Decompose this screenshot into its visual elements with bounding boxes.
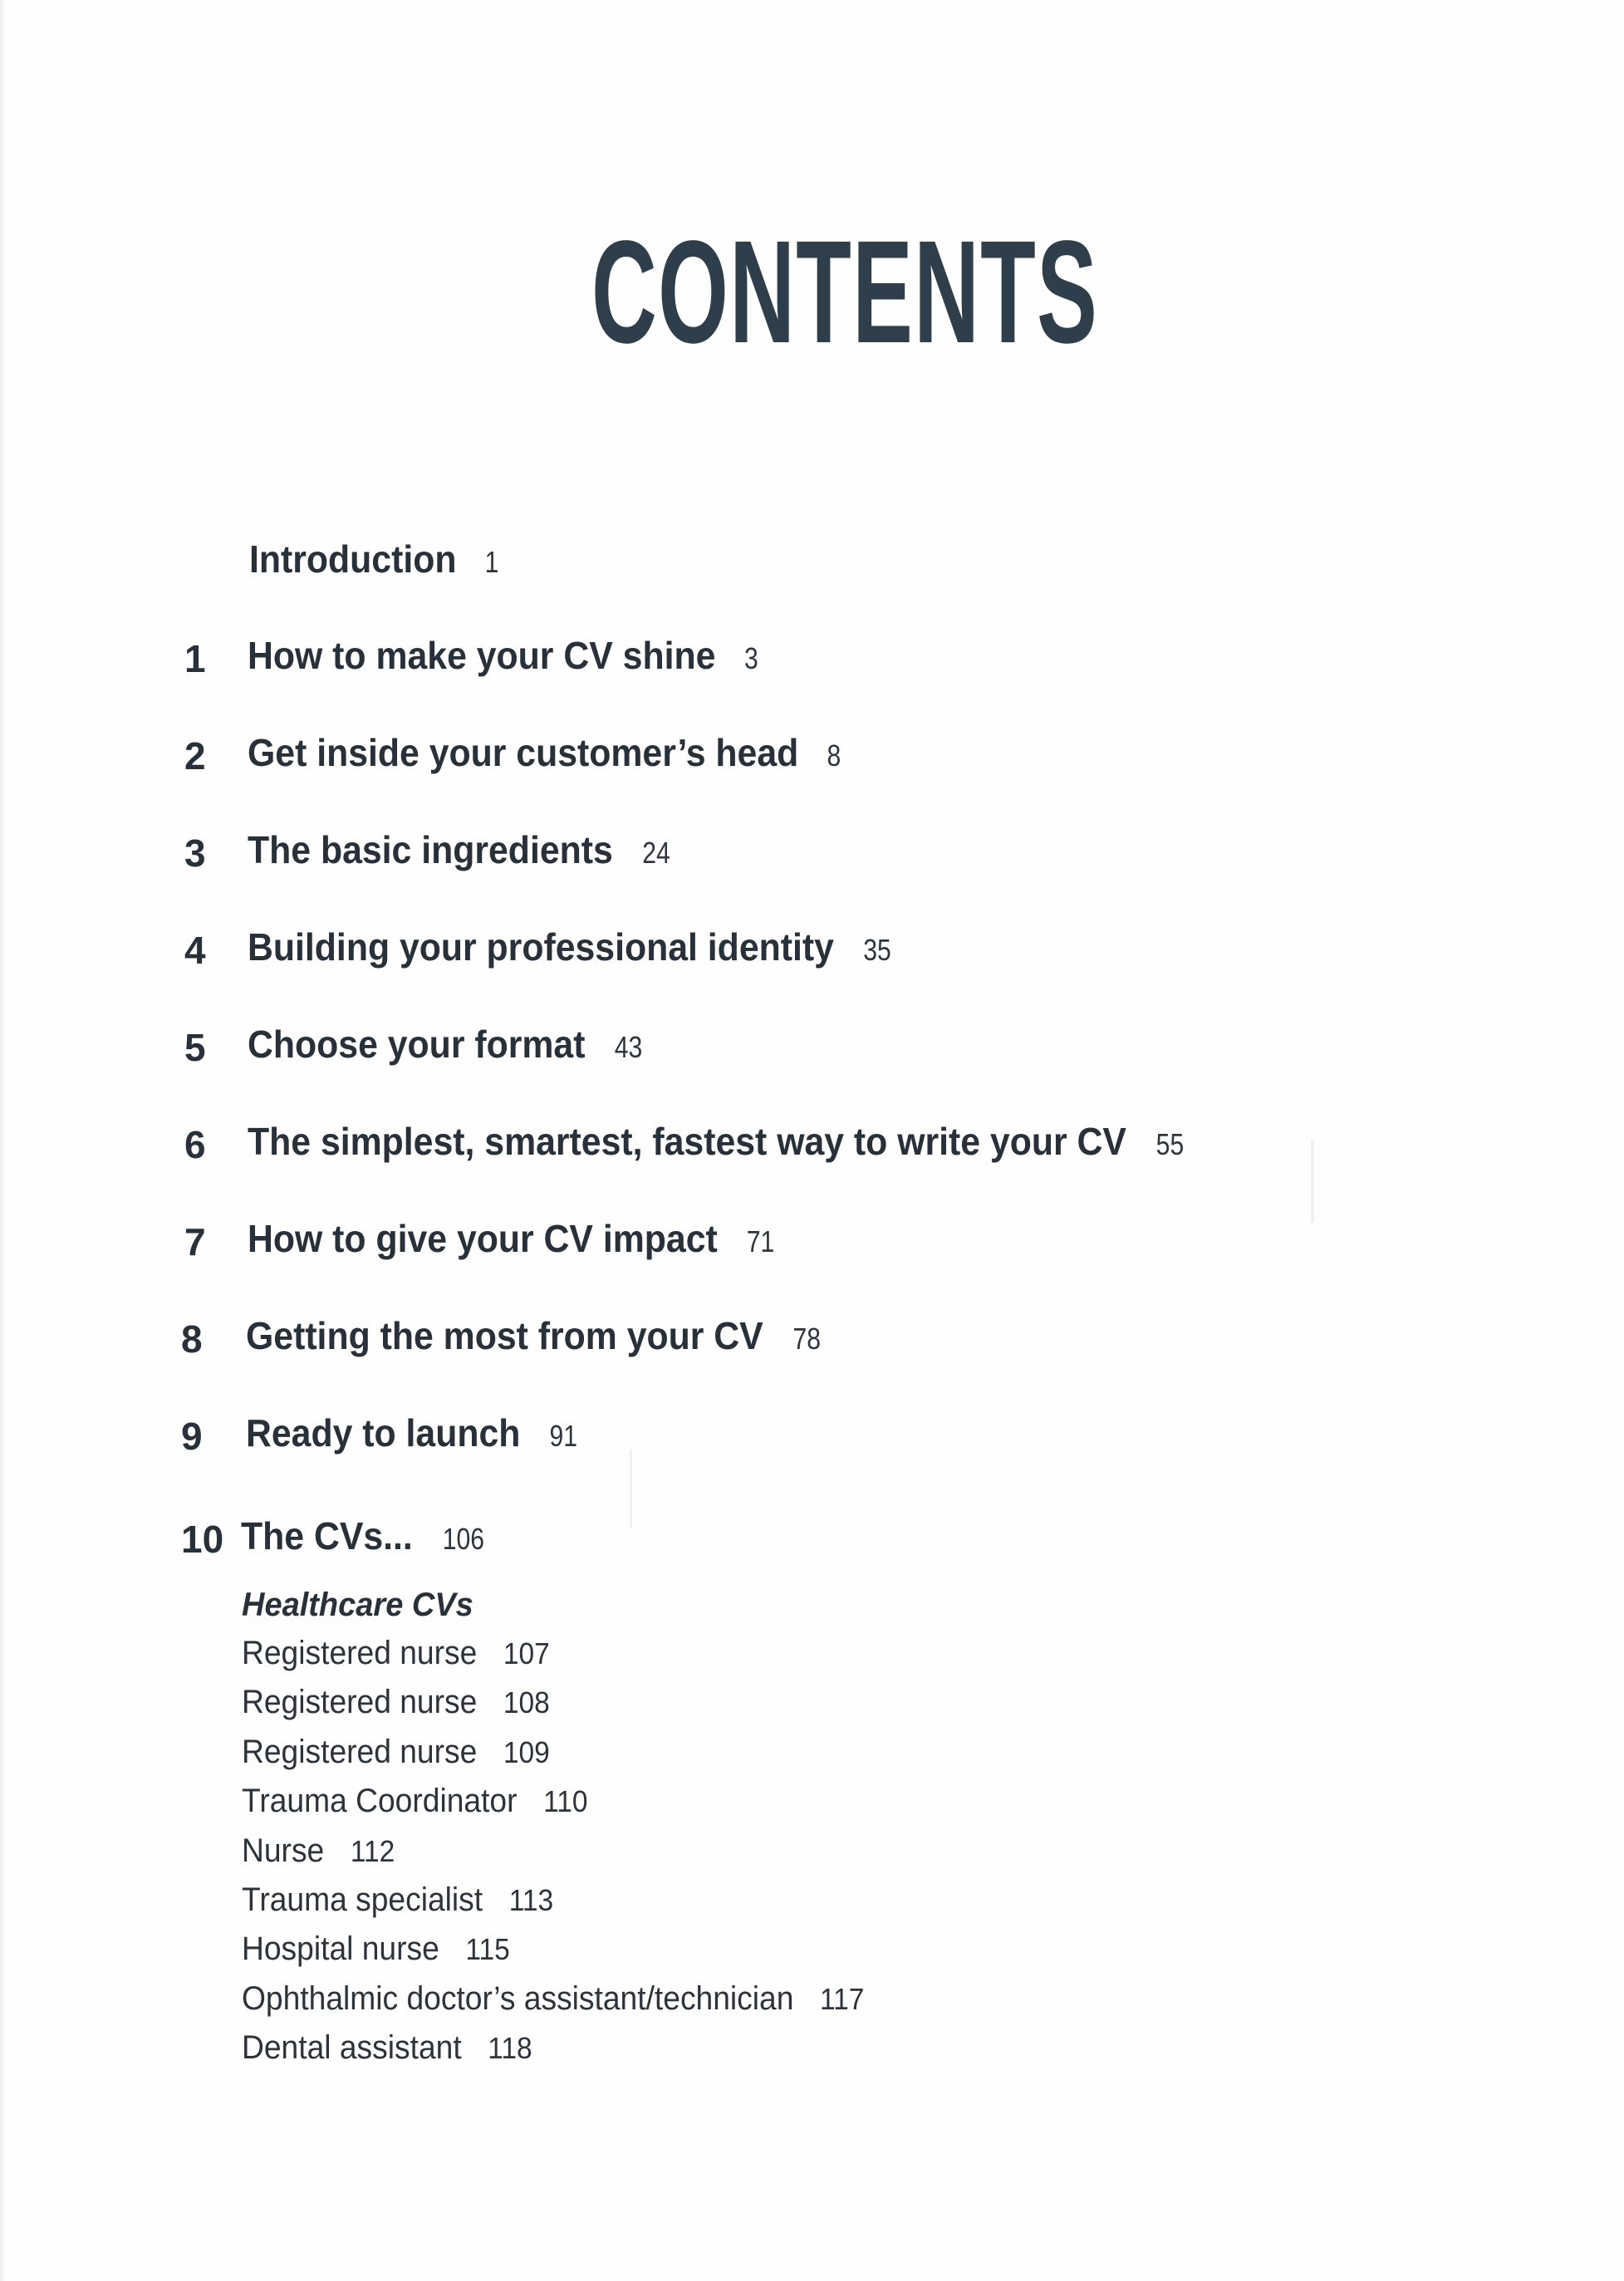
chapter-number: 10	[181, 1518, 224, 1561]
toc-subentry-page: 115	[465, 1932, 510, 1966]
toc-subentry-page: 107	[503, 1636, 550, 1670]
toc-entry-page: 91	[549, 1419, 578, 1453]
chapter-number: 9	[181, 1415, 203, 1458]
toc-subentry-page: 110	[543, 1784, 588, 1818]
toc-entry-page: 43	[614, 1030, 643, 1064]
toc-entry-page: 35	[863, 933, 891, 967]
toc-entry-chapter-7[interactable]	[0, 1211, 1624, 1261]
toc-entry-chapter-3[interactable]	[0, 822, 1624, 875]
toc-entry-title: The simplest, smartest, fastest way to write your CV	[248, 1120, 1126, 1163]
toc-subentry[interactable]	[242, 1735, 550, 1769]
toc-entry-title: Introduction	[249, 537, 457, 581]
toc-subentry-page: 109	[503, 1735, 550, 1769]
toc-entry-title: Choose your format	[248, 1023, 586, 1066]
toc-entry-chapter-8[interactable]	[0, 1308, 1624, 1361]
toc-subentry-page: 117	[820, 1982, 865, 2016]
toc-entry-chapter-5[interactable]	[0, 1017, 1624, 1067]
chapter-number: 8	[181, 1317, 203, 1361]
toc-subentry-title: Trauma Coordinator	[242, 1783, 518, 1819]
toc-entry-page: 3	[743, 641, 758, 675]
toc-subentry-title: Nurse	[242, 1832, 325, 1869]
toc-entry-chapter-9[interactable]	[0, 1405, 1624, 1458]
chapter-number: 5	[184, 1026, 206, 1069]
toc-entry-page: 106	[443, 1522, 485, 1556]
toc-entry-chapter-4[interactable]	[0, 920, 1624, 972]
toc-entry-chapter-1[interactable]	[0, 628, 1624, 678]
toc-subentry[interactable]	[242, 1685, 550, 1719]
chapter-number: 6	[184, 1123, 206, 1166]
toc-entry-page: 1	[484, 545, 499, 579]
toc-subentry-title: Registered nurse	[242, 1734, 478, 1770]
toc-subentry-page: 113	[508, 1883, 554, 1917]
toc-subentry-title: Registered nurse	[242, 1635, 478, 1671]
toc-subentry-page: 108	[503, 1685, 550, 1719]
section-heading-healthcare: Healthcare CVs	[242, 1587, 473, 1623]
toc-entry-title: Ready to launch	[246, 1411, 521, 1454]
toc-subentry[interactable]	[242, 1834, 395, 1868]
toc-entry-introduction[interactable]	[0, 532, 1624, 581]
toc-entry-chapter-6[interactable]	[0, 1114, 1624, 1164]
chapter-number: 4	[184, 929, 206, 972]
toc-subentry[interactable]	[242, 1932, 510, 1966]
toc-entry-page: 8	[827, 738, 841, 773]
toc-subentry-page: 118	[488, 2031, 532, 2065]
toc-entry-title: The basic ingredients	[248, 828, 613, 871]
toc-subentry[interactable]	[242, 1883, 553, 1917]
toc-entry-title: How to give your CV impact	[248, 1217, 718, 1260]
toc-subentry-title: Hospital nurse	[242, 1930, 439, 1967]
toc-entry-title: How to make your CV shine	[248, 634, 716, 677]
toc-entry-page: 71	[747, 1224, 775, 1258]
chapter-number: 2	[184, 734, 206, 778]
toc-subentry-page: 112	[350, 1834, 395, 1868]
toc-subentry[interactable]	[242, 1982, 864, 2016]
toc-entry-page: 55	[1155, 1127, 1184, 1161]
toc-entry-page: 78	[792, 1322, 821, 1356]
toc-entry-title: The CVs...	[241, 1514, 413, 1557]
chapter-number: 7	[184, 1220, 206, 1263]
toc-subentry[interactable]	[242, 1784, 588, 1818]
toc-entry-chapter-2[interactable]	[0, 725, 1624, 778]
toc-entry-page: 24	[642, 836, 670, 870]
toc-subentry[interactable]	[242, 2031, 532, 2065]
chapter-number: 3	[184, 831, 206, 875]
page-title: CONTENTS	[591, 211, 1099, 374]
toc-subentry-title: Dental assistant	[242, 2029, 462, 2066]
toc-subentry[interactable]	[242, 1636, 550, 1670]
toc-entry-title: Get inside your customer’s head	[248, 731, 799, 774]
toc-entry-title: Getting the most from your CV	[246, 1314, 763, 1357]
toc-entry-chapter-10[interactable]	[0, 1508, 1624, 1561]
chapter-number: 1	[184, 637, 206, 680]
toc-subentry-title: Trauma specialist	[242, 1881, 483, 1918]
toc-subentry-title: Ophthalmic doctor’s assistant/technician	[242, 1980, 794, 2017]
toc-subentry-title: Registered nurse	[242, 1684, 478, 1720]
toc-entry-title: Building your professional identity	[248, 925, 834, 969]
